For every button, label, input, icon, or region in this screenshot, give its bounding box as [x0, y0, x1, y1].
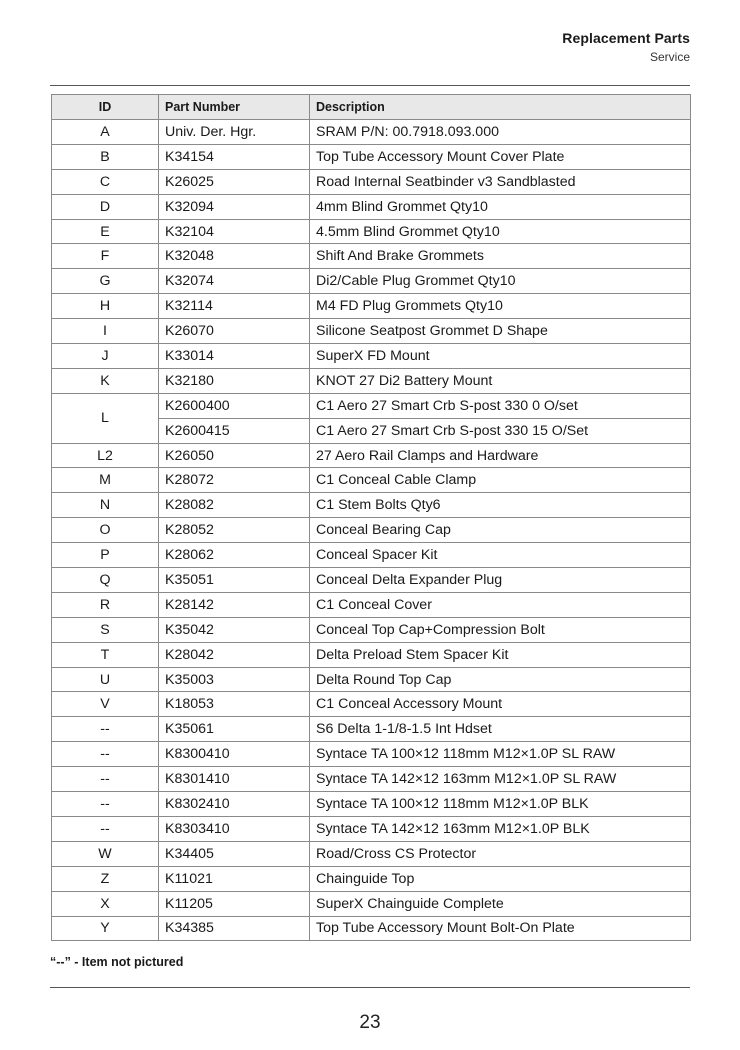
table-row: [52, 617, 691, 642]
table-row: [52, 319, 691, 344]
cell-id: T: [52, 642, 159, 667]
cell-part-number: K26025: [159, 169, 310, 194]
cell-part-number: K35051: [159, 568, 310, 593]
cell-part-number: K28052: [159, 518, 310, 543]
cell-part-number: K2600400: [159, 393, 310, 418]
cell-id: U: [52, 667, 159, 692]
table-row: [52, 667, 691, 692]
table-row: [52, 144, 691, 169]
cell-part-number: K28062: [159, 543, 310, 568]
cell-description: Silicone Seatpost Grommet D Shape: [310, 319, 691, 344]
cell-id: V: [52, 692, 159, 717]
cell-part-number: K35042: [159, 617, 310, 642]
cell-part-number: K32094: [159, 194, 310, 219]
table-body: [52, 120, 691, 941]
cell-part-number: K26070: [159, 319, 310, 344]
column-header-part-number: Part Number: [159, 95, 310, 120]
cell-description: SuperX FD Mount: [310, 344, 691, 369]
cell-id: A: [52, 120, 159, 145]
cell-description: Conceal Spacer Kit: [310, 543, 691, 568]
cell-part-number: K26050: [159, 443, 310, 468]
section-subtitle: Service: [649, 50, 690, 64]
cell-id: --: [52, 717, 159, 742]
cell-description: Top Tube Accessory Mount Cover Plate: [310, 144, 691, 169]
cell-id: B: [52, 144, 159, 169]
cell-id: S: [52, 617, 159, 642]
cell-description: Di2/Cable Plug Grommet Qty10: [310, 269, 691, 294]
replacement-parts-table: [51, 94, 691, 941]
cell-description: Road/Cross CS Protector: [310, 841, 691, 866]
cell-part-number: Univ. Der. Hgr.: [159, 120, 310, 145]
cell-id: F: [52, 244, 159, 269]
page-number: 23: [359, 1012, 381, 1033]
table-row: [52, 294, 691, 319]
table-row: [52, 767, 691, 792]
cell-description: Road Internal Seatbinder v3 Sandblasted: [310, 169, 691, 194]
cell-part-number: K32114: [159, 294, 310, 319]
cell-part-number: K32048: [159, 244, 310, 269]
cell-part-number: K28142: [159, 592, 310, 617]
cell-description: 4mm Blind Grommet Qty10: [310, 194, 691, 219]
cell-id: Q: [52, 568, 159, 593]
cell-id: H: [52, 294, 159, 319]
cell-id: --: [52, 767, 159, 792]
cell-description: Syntace TA 100×12 118mm M12×1.0P BLK: [310, 792, 691, 817]
cell-description: 27 Aero Rail Clamps and Hardware: [310, 443, 691, 468]
cell-id: I: [52, 319, 159, 344]
table-row: [52, 692, 691, 717]
cell-description: C1 Conceal Cover: [310, 592, 691, 617]
column-header-id: ID: [52, 95, 159, 120]
cell-description: C1 Conceal Cable Clamp: [310, 468, 691, 493]
footnote: “--” - Item not pictured: [50, 955, 184, 969]
cell-part-number: K32180: [159, 368, 310, 393]
cell-id: R: [52, 592, 159, 617]
cell-part-number: K34385: [159, 916, 310, 941]
cell-id: C: [52, 169, 159, 194]
cell-id: J: [52, 344, 159, 369]
cell-description: SuperX Chainguide Complete: [310, 891, 691, 916]
cell-description: SRAM P/N: 00.7918.093.000: [310, 120, 691, 145]
cell-description: M4 FD Plug Grommets Qty10: [310, 294, 691, 319]
table-row: [52, 393, 691, 418]
cell-description: C1 Stem Bolts Qty6: [310, 493, 691, 518]
table-row: [52, 169, 691, 194]
table-row: [52, 194, 691, 219]
cell-id: N: [52, 493, 159, 518]
cell-description: Syntace TA 142×12 163mm M12×1.0P BLK: [310, 816, 691, 841]
table-row: [52, 518, 691, 543]
cell-description: Conceal Bearing Cap: [310, 518, 691, 543]
footer-divider: [50, 987, 690, 988]
cell-description: Chainguide Top: [310, 866, 691, 891]
table-row: [52, 269, 691, 294]
cell-part-number: K28072: [159, 468, 310, 493]
table-row: [52, 368, 691, 393]
table-row: [52, 742, 691, 767]
table-row: [52, 642, 691, 667]
table-row: [52, 717, 691, 742]
cell-description: C1 Conceal Accessory Mount: [310, 692, 691, 717]
table-row: [52, 543, 691, 568]
header-divider: [50, 85, 690, 86]
cell-part-number: K8301410: [159, 767, 310, 792]
cell-part-number: K34154: [159, 144, 310, 169]
cell-id: --: [52, 816, 159, 841]
cell-part-number: K35003: [159, 667, 310, 692]
table-row: [52, 792, 691, 817]
cell-part-number: K8302410: [159, 792, 310, 817]
cell-part-number: K32104: [159, 219, 310, 244]
cell-id: W: [52, 841, 159, 866]
table-row: [52, 468, 691, 493]
table-row: [52, 841, 691, 866]
cell-id: K: [52, 368, 159, 393]
table-row: [52, 219, 691, 244]
table-row: [52, 916, 691, 941]
cell-id: E: [52, 219, 159, 244]
cell-description: Shift And Brake Grommets: [310, 244, 691, 269]
cell-part-number: K35061: [159, 717, 310, 742]
cell-part-number: K2600415: [159, 418, 310, 443]
section-title: Replacement Parts: [562, 30, 690, 46]
cell-id: D: [52, 194, 159, 219]
table-row: [52, 120, 691, 145]
cell-id: M: [52, 468, 159, 493]
page-header: [562, 30, 690, 64]
cell-description: Delta Preload Stem Spacer Kit: [310, 642, 691, 667]
cell-description: C1 Aero 27 Smart Crb S-post 330 0 O/set: [310, 393, 691, 418]
cell-id: Y: [52, 916, 159, 941]
cell-id: L2: [52, 443, 159, 468]
cell-id: O: [52, 518, 159, 543]
cell-part-number: K28042: [159, 642, 310, 667]
cell-part-number: K34405: [159, 841, 310, 866]
cell-part-number: K33014: [159, 344, 310, 369]
table-row: [52, 493, 691, 518]
cell-part-number: K8300410: [159, 742, 310, 767]
table-row: [52, 891, 691, 916]
cell-description: 4.5mm Blind Grommet Qty10: [310, 219, 691, 244]
cell-description: C1 Aero 27 Smart Crb S-post 330 15 O/Set: [310, 418, 691, 443]
cell-description: Delta Round Top Cap: [310, 667, 691, 692]
cell-description: Top Tube Accessory Mount Bolt-On Plate: [310, 916, 691, 941]
cell-id: L: [52, 393, 159, 443]
table-row: [52, 866, 691, 891]
cell-part-number: K11205: [159, 891, 310, 916]
table-row: [52, 568, 691, 593]
cell-id: --: [52, 742, 159, 767]
table-row: [52, 344, 691, 369]
cell-description: S6 Delta 1-1/8-1.5 Int Hdset: [310, 717, 691, 742]
cell-id: X: [52, 891, 159, 916]
cell-id: P: [52, 543, 159, 568]
cell-id: --: [52, 792, 159, 817]
table-header-row: [52, 95, 691, 120]
cell-part-number: K11021: [159, 866, 310, 891]
cell-part-number: K18053: [159, 692, 310, 717]
table-row: [52, 592, 691, 617]
cell-description: Syntace TA 142×12 163mm M12×1.0P SL RAW: [310, 767, 691, 792]
cell-part-number: K32074: [159, 269, 310, 294]
table-row: [52, 244, 691, 269]
column-header-description: Description: [310, 95, 691, 120]
cell-part-number: K8303410: [159, 816, 310, 841]
cell-description: Conceal Top Cap+Compression Bolt: [310, 617, 691, 642]
cell-id: Z: [52, 866, 159, 891]
cell-description: Conceal Delta Expander Plug: [310, 568, 691, 593]
cell-part-number: K28082: [159, 493, 310, 518]
table-row: [52, 816, 691, 841]
cell-description: Syntace TA 100×12 118mm M12×1.0P SL RAW: [310, 742, 691, 767]
cell-description: KNOT 27 Di2 Battery Mount: [310, 368, 691, 393]
cell-id: G: [52, 269, 159, 294]
table-row: [52, 443, 691, 468]
